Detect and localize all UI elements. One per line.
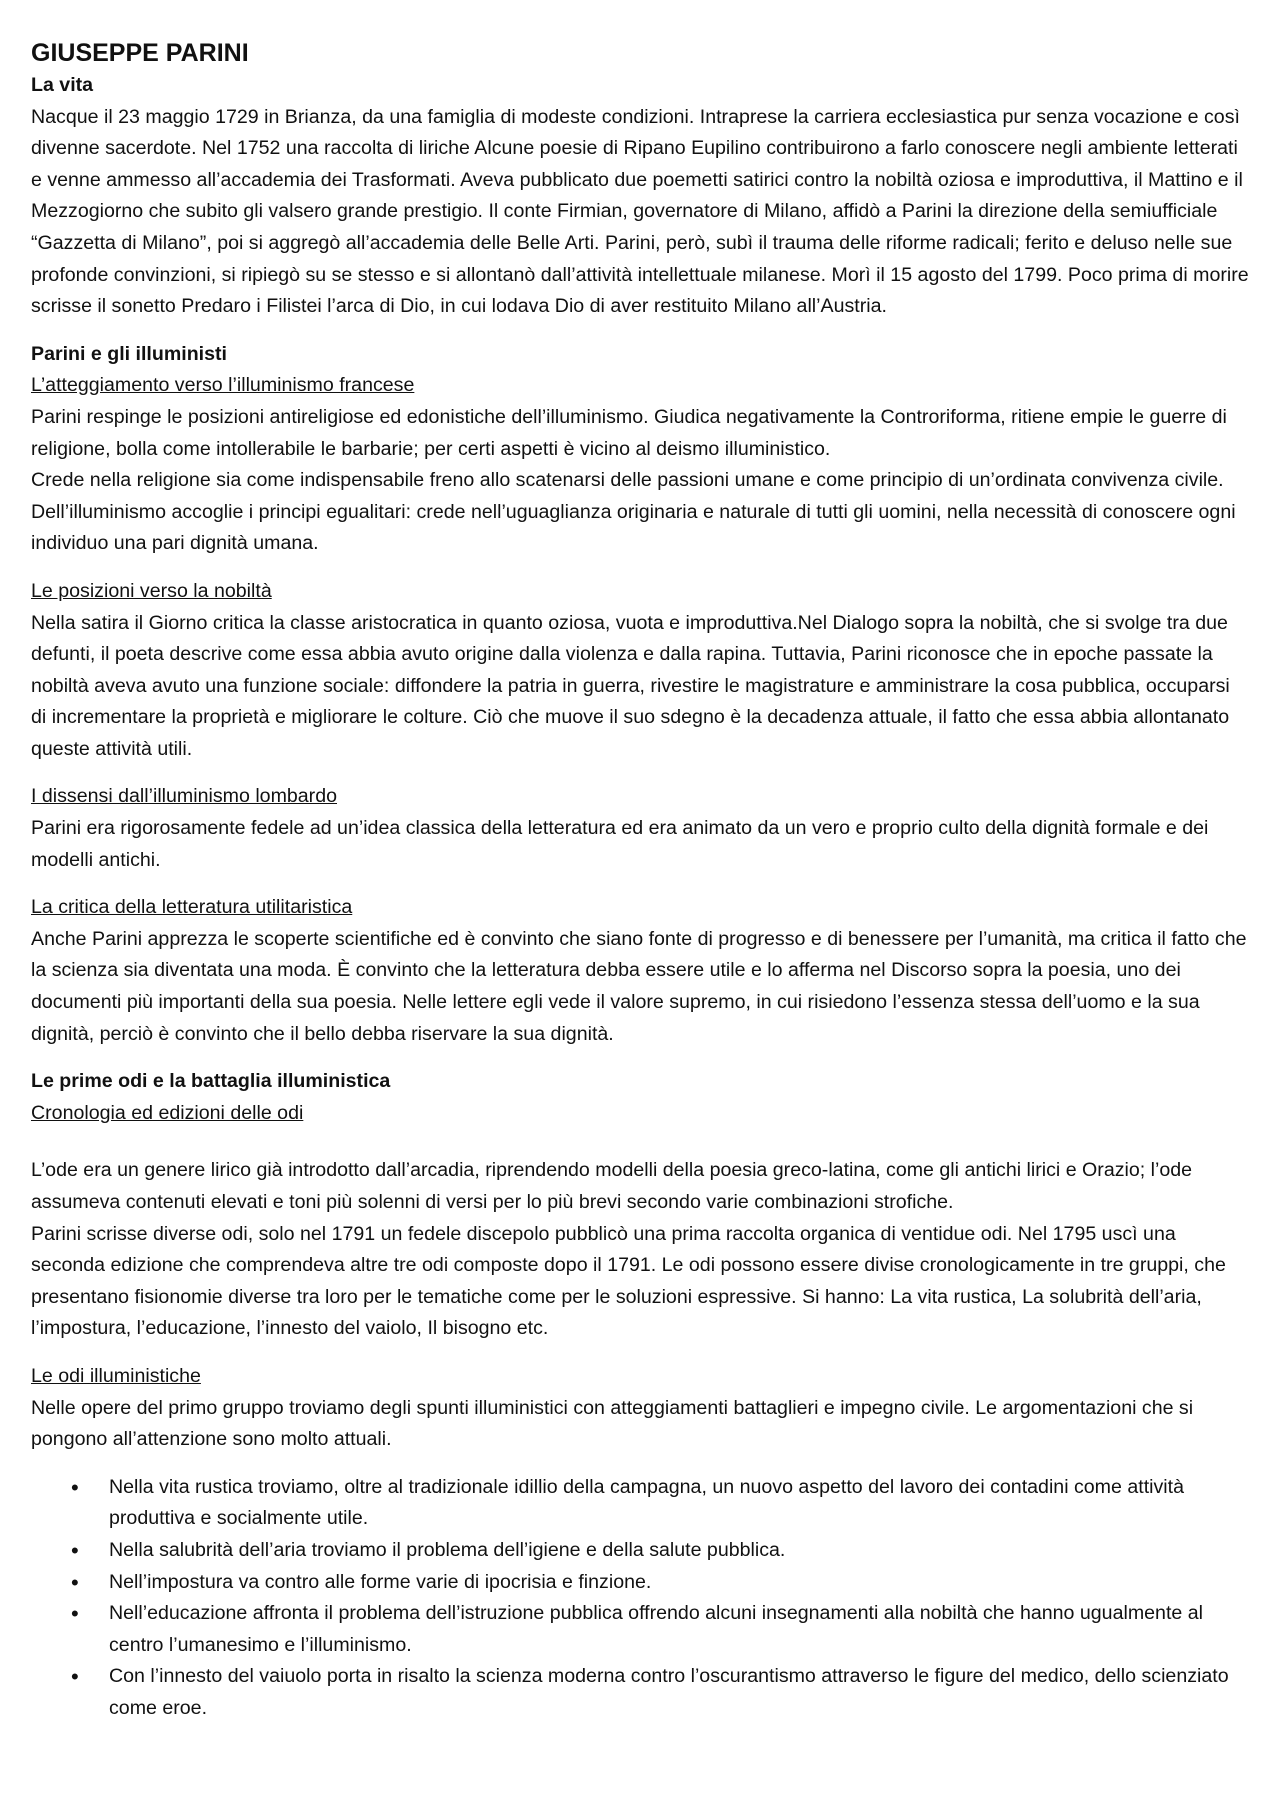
paragraph-cronologia-2: Parini scrisse diverse odi, solo nel 1791 un fedele discepolo pubblicò una prima raccolta organica di ventidue odi. Nel 1795 uscì una seconda edizione che comprendeva altre tre odi composte dopo il 1791. Le odi possono essere divise cronologicamente in tre gruppi, che presentano fisionomie diverse tra loro per le tematiche come per le soluzioni espressive. Si hanno: La vita rustica, La solubrità dell’aria, l’impostura, l’educazione, l’innesto del vaiolo, Il bisogno etc. <box>31 1222 1226 1340</box>
heading-la-vita: La vita <box>31 74 94 96</box>
subheading-cronologia: Cronologia ed edizioni delle odi <box>31 1101 304 1124</box>
subheading-illuminismo-francese: L’atteggiamento verso l’illuminismo francese <box>31 374 415 397</box>
paragraph-illuminismo-francese-2: Crede nella religione sia come indispensabile freno allo scatenarsi delle passioni umane e come principio di un’ordinata convivenza civile. Dell’illuminismo accoglie i principi egualitari: crede nell’uguaglianza originaria e naturale di tutti gli uomini, nella necessità di conoscere ogni individuo una pari dignità umana. <box>31 469 1236 555</box>
paragraph-vita: Nacque il 23 maggio 1729 in Brianza, da una famiglia di modeste condizioni. Intraprese la carriera ecclesiastica pur senza vocazione e così divenne sacerdote. Nel 1752 una raccolta di liriche Alcune poesie di Ripano Eupilino contribuirono a farlo conoscere negli ambiente letterati e venne ammesso all’accademia dei Trasformati. Aveva pubblicato due poemetti satirici contro la nobiltà oziosa e improduttiva, il Mattino e il Mezzogiorno che subito gli valsero grande prestigio. Il conte Firmian, governatore di Milano, affidò a Parini la direzione della semiufficiale “Gazzetta di Milano”, poi si aggregò all’accademia delle Belle Arti. Parini, però, subì il trauma delle riforme radicali; ferito e deluso nelle sue profonde convinzioni, si ripiegò su se stesso e si allontanò dall’attività intellettuale milanese. Morì il 15 agosto del 1799. Poco prima di morire scrisse il sonetto Predaro i Filistei l’arca di Dio, in cui lodava Dio di aver restituito Milano all’Austria. <box>31 105 1249 318</box>
subheading-nobilta: Le posizioni verso la nobiltà <box>31 579 272 602</box>
list-item: • Con l’innesto del vaiuolo porta in risalto la scienza moderna contro l’oscurantismo attraverso le figure del medico, dello scienziato come eroe. <box>31 1661 1250 1724</box>
paragraph-critica: Anche Parini apprezza le scoperte scientifiche ed è convinto che siano fonte di progresso e di benessere per l’umanità, ma critica il fatto che la scienza sia diventata una moda. È convinto che la letteratura debba essere utile e lo afferma nel Discorso sopra la poesia, uno dei documenti più importanti della sua poesia. Nelle lettere egli vede il valore supremo, in cui risiedono l’essenza stessa dell’uomo e la sua dignità, perciò è convinto che il bello debba riservare la sua dignità. <box>31 927 1247 1045</box>
heading-odi: Le prime odi e la battaglia illuministica <box>31 1070 391 1093</box>
subheading-odi-illuministiche: Le odi illuministiche <box>31 1364 201 1387</box>
heading-illuministi: Parini e gli illuministi <box>31 342 227 365</box>
bullet-list <box>31 1472 1250 1725</box>
list-item: • Nella salubrità dell’aria troviamo il problema dell’igiene e della salute pubblica. <box>31 1535 1250 1567</box>
paragraph-cronologia-1: L’ode era un genere lirico già introdotto dall’arcadia, riprendendo modelli della poesia greco-latina, come gli antichi lirici e Orazio; l’ode assumeva contenuti elevati e toni più solenni di versi per lo più brevi secondo varie combinazioni strofiche. <box>31 1159 1193 1213</box>
paragraph-dissensi: Parini era rigorosamente fedele ad un’idea classica della letteratura ed era animato da un vero e proprio culto della dignità formale e dei modelli antichi. <box>31 817 1209 871</box>
list-item: • Nell’impostura va contro alle forme varie di ipocrisia e finzione. <box>31 1567 1250 1599</box>
paragraph-illuminismo-francese-1: Parini respinge le posizioni antireligiose ed edonistiche dell’illuminismo. Giudica negativamente la Controriforma, ritiene empie le guerre di religione, bolla come intollerabile le barbarie; per certi aspetti è vicino al deismo illuministico. <box>31 405 1227 460</box>
list-item: • Nella vita rustica troviamo, oltre al tradizionale idillio della campagna, un nuovo aspetto del lavoro dei contadini come attività produttiva e socialmente utile. <box>31 1472 1250 1535</box>
subheading-critica: La critica della letteratura utilitaristica <box>31 896 353 919</box>
paragraph-nobilta: Nella satira il Giorno critica la classe aristocratica in quanto oziosa, vuota e improduttiva.Nel Dialogo sopra la nobiltà, che si svolge tra due defunti, il poeta descrive come essa abbia avuto origine dalla violenza e dalla rapina. Tuttavia, Parini riconosce che in epoche passate la nobiltà aveva avuto una funzione sociale: diffondere la patria in guerra, rivestire le magistrature e amministrare la cosa pubblica, occuparsi di incrementare la proprietà e migliorare le colture. Ciò che muove il suo sdegno è la decadenza attuale, il fatto che essa abbia allontanato queste attività utili. <box>31 611 1230 760</box>
list-item: • Nell’educazione affronta il problema dell’istruzione pubblica offrendo alcuni insegnamenti alla nobiltà che hanno ugualmente al centro l’umanesimo e l’illuminismo. <box>31 1598 1250 1661</box>
document-title: GIUSEPPE PARINI <box>31 39 249 67</box>
paragraph-odi-illuministiche: Nelle opere del primo gruppo troviamo degli spunti illuministici con atteggiamenti battaglieri e impegno civile. Le argomentazioni che si pongono all’attenzione sono molto attuali. <box>31 1396 1194 1451</box>
subheading-dissensi: I dissensi dall’illuminismo lombardo <box>31 785 337 808</box>
